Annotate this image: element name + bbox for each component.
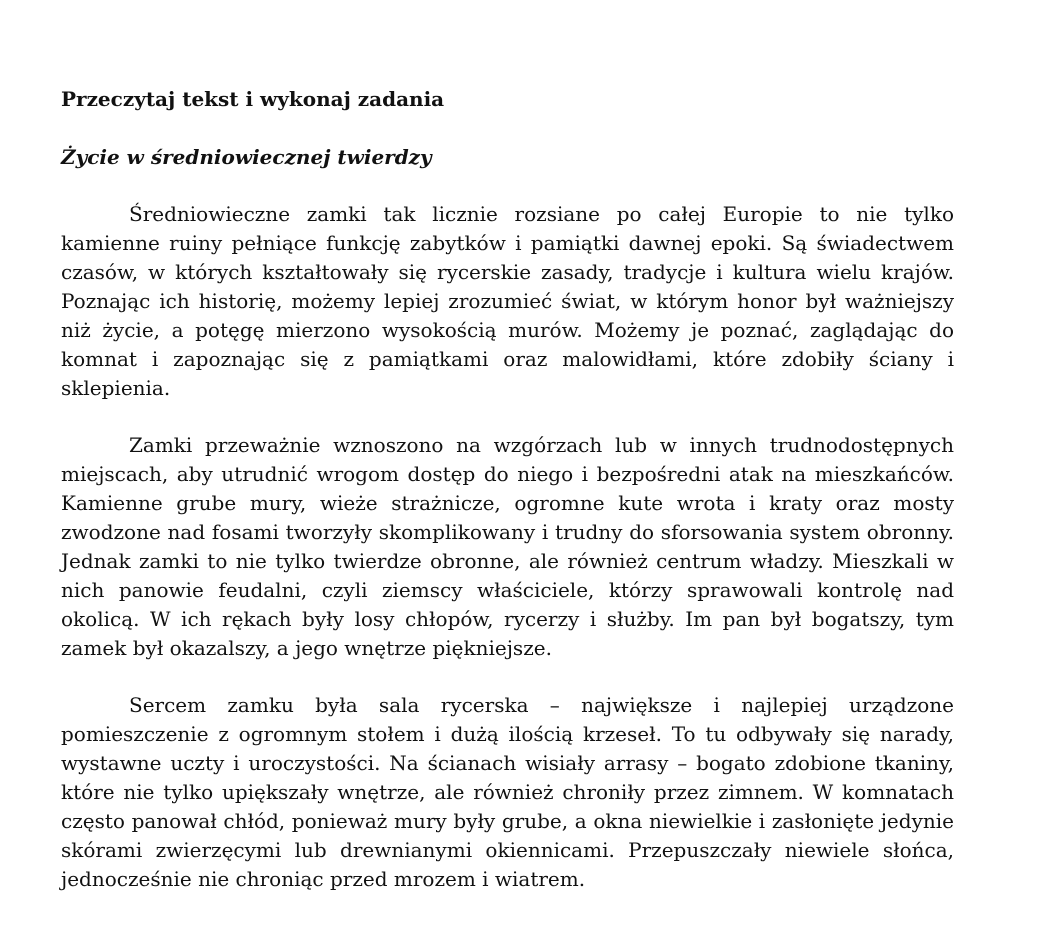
paragraph-1: Średniowieczne zamki tak licznie rozsiane po całej Europie to nie tylko kamienne ruiny pełniące funkcję zabytków i pamiątki dawnej epoki. Są świadectwem czasów, w których kształtowały się rycerskie zasady, tradycje i kultura wielu krajów. Poznając ich historię, możemy lepiej zrozumieć świat, w którym honor był ważniejszy niż życie, a potęgę mierzono wysokością murów. Możemy je poznać, zaglądając do komnat i zapoznając się z pamiątkami oraz malowidłami, które zdobiły ściany i sklepienia. xyxy=(61,202,954,400)
paragraph-2: Zamki przeważnie wznoszono na wzgórzach lub w innych trudnodostępnych miejscach, aby utrudnić wrogom dostęp do niego i bezpośredni atak na mieszkańców. Kamienne grube mury, wieże strażnicze, ogromne kute wrota i kraty oraz mosty zwodzone nad fosami tworzyły skomplikowany i trudny do sforsowania system obronny. Jednak zamki to nie tylko twierdze obronne, ale również centrum władzy. Mieszkali w nich panowie feudalni, czyli ziemscy właściciele, którzy sprawowali kontrolę nad okolicą. W ich rękach były losy chłopów, rycerzy i służby. Im pan był bogatszy, tym zamek był okazalszy, a jego wnętrze piękniejsze. xyxy=(61,433,954,660)
article-title: Życie w średniowiecznej twierdzy xyxy=(61,145,432,169)
paragraph-3: Sercem zamku była sala rycerska – największe i najlepiej urządzone pomieszczenie z ogromnym stołem i dużą ilością krzeseł. To tu odbywały się narady, wystawne uczty i uroczystości. Na ścianach wisiały arrasy – bogato zdobione tkaniny, które nie tylko upiększały wnętrze, ale również chroniły przez zimnem. W komnatach często panował chłód, ponieważ mury były grube, a okna niewielkie i zasłonięte jedynie skórami zwierzęcymi lub drewnianymi okiennicami. Przepuszczały niewiele słońca, jednocześnie nie chroniąc przed mrozem i wiatrem. xyxy=(61,693,954,891)
task-title: Przeczytaj tekst i wykonaj zadania xyxy=(61,87,445,111)
